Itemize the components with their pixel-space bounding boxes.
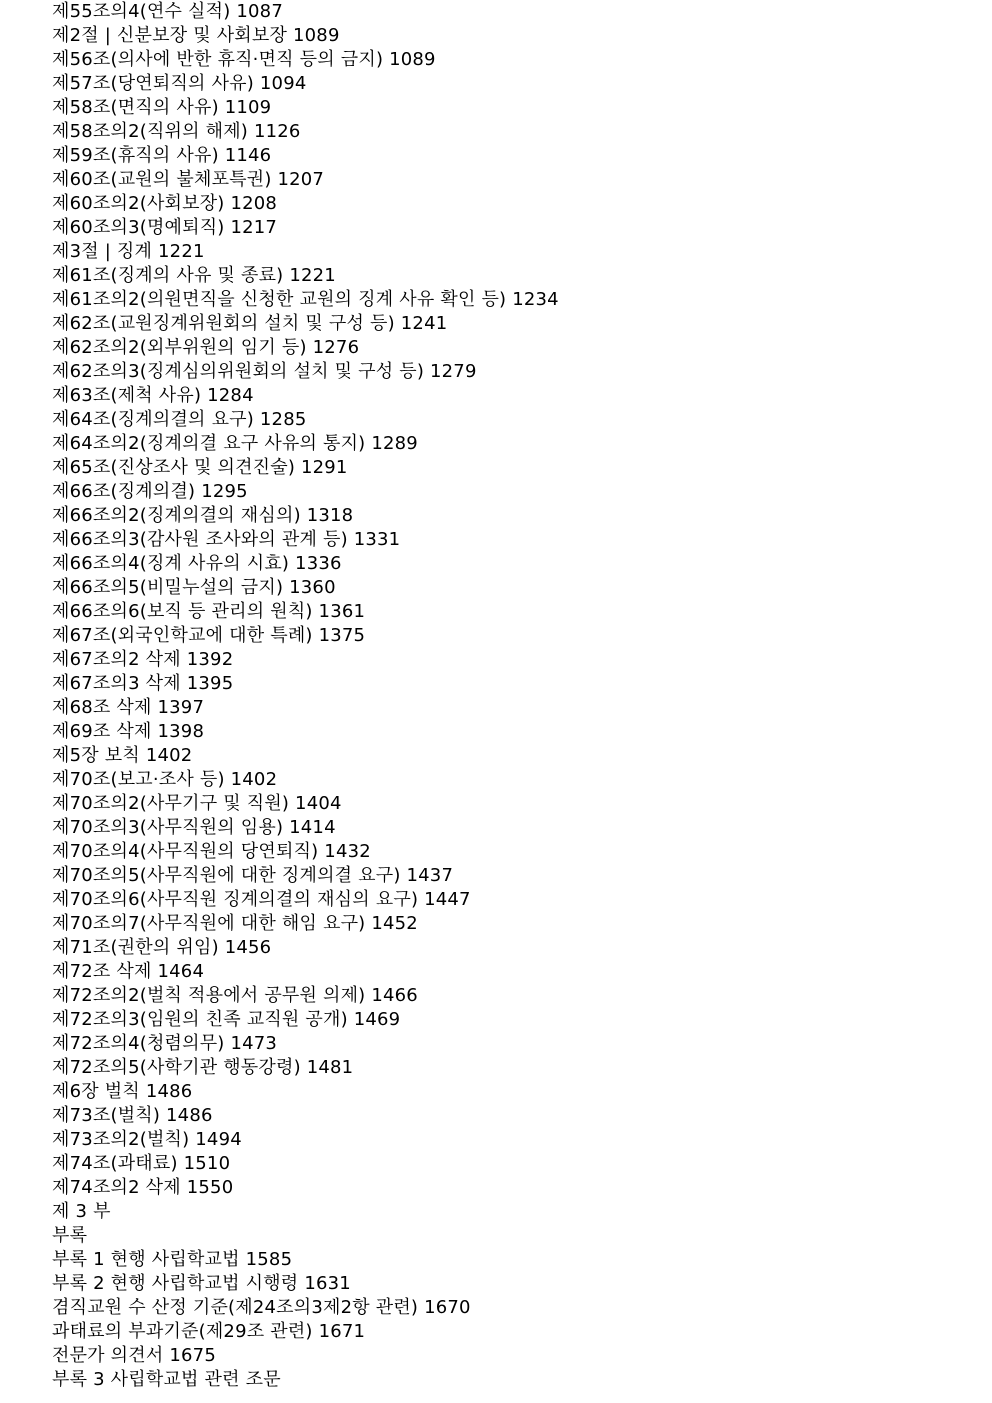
toc-entry: 제70조의2(사무기구 및 직원) 1404 (52, 793, 342, 814)
toc-entry: 제64조의2(징계의결 요구 사유의 통지) 1289 (52, 433, 418, 454)
toc-entry: 제73조(벌칙) 1486 (52, 1105, 213, 1126)
toc-entry: 제60조(교원의 불체포특권) 1207 (52, 169, 325, 190)
toc-entry: 제61조(징계의 사유 및 종료) 1221 (52, 265, 336, 286)
toc-entry: 제66조의6(보직 등 관리의 원칙) 1361 (52, 601, 366, 622)
toc-entry: 제59조(휴직의 사유) 1146 (52, 145, 272, 166)
toc-entry: 과태료의 부과기준(제29조 관련) 1671 (52, 1321, 366, 1342)
toc-entry: 제64조(징계의결의 요구) 1285 (52, 409, 307, 430)
toc-entry: 겸직교원 수 산정 기준(제24조의3제2항 관련) 1670 (52, 1297, 471, 1318)
toc-entry: 제56조(의사에 반한 휴직·면직 등의 금지) 1089 (52, 49, 436, 70)
toc-entry: 부록 2 현행 사립학교법 시행령 1631 (52, 1273, 351, 1294)
toc-entry: 제63조(제척 사유) 1284 (52, 385, 254, 406)
toc-entry: 제73조의2(벌칙) 1494 (52, 1129, 242, 1150)
toc-entry: 제72조의3(임원의 친족 교직원 공개) 1469 (52, 1009, 401, 1030)
toc-entry: 제 3 부 (52, 1201, 111, 1222)
toc-entry: 제62조의2(외부위원의 임기 등) 1276 (52, 337, 360, 358)
toc-entry: 제70조의6(사무직원 징계의결의 재심의 요구) 1447 (52, 889, 471, 910)
toc-entry: 제66조의3(감사원 조사와의 관계 등) 1331 (52, 529, 401, 550)
toc-entry: 제67조의3 삭제 1395 (52, 673, 234, 694)
toc-entry: 부록 1 현행 사립학교법 1585 (52, 1249, 293, 1270)
toc-entry: 제66조의5(비밀누설의 금지) 1360 (52, 577, 336, 598)
toc-entry: 제66조의2(징계의결의 재심의) 1318 (52, 505, 354, 526)
toc-entry: 제66조의4(징계 사유의 시효) 1336 (52, 553, 342, 574)
toc-entry: 부록 (52, 1225, 88, 1246)
toc-entry: 제70조의5(사무직원에 대한 징계의결 요구) 1437 (52, 865, 454, 886)
toc-entry: 제62조의3(징계심의위원회의 설치 및 구성 등) 1279 (52, 361, 477, 382)
toc-entry: 전문가 의견서 1675 (52, 1345, 216, 1366)
toc-entry: 제72조의4(청렴의무) 1473 (52, 1033, 278, 1054)
toc-entry: 제67조(외국인학교에 대한 특례) 1375 (52, 625, 366, 646)
table-of-contents (52, 0, 559, 1392)
toc-entry: 제66조(징계의결) 1295 (52, 481, 248, 502)
toc-entry: 제3절 | 징계 1221 (52, 241, 205, 262)
toc-entry: 제58조(면직의 사유) 1109 (52, 97, 272, 118)
toc-entry: 제72조의5(사학기관 행동강령) 1481 (52, 1057, 354, 1078)
toc-entry: 제70조의3(사무직원의 임용) 1414 (52, 817, 336, 838)
toc-entry: 제60조의3(명예퇴직) 1217 (52, 217, 278, 238)
toc-entry: 제65조(진상조사 및 의견진술) 1291 (52, 457, 348, 478)
toc-entry: 제55조의4(연수 실적) 1087 (52, 1, 283, 22)
toc-entry: 제6장 벌칙 1486 (52, 1081, 193, 1102)
toc-entry: 제58조의2(직위의 해제) 1126 (52, 121, 301, 142)
toc-entry: 제74조의2 삭제 1550 (52, 1177, 234, 1198)
toc-entry: 제72조의2(벌칙 적용에서 공무원 의제) 1466 (52, 985, 418, 1006)
toc-entry: 제74조(과태료) 1510 (52, 1153, 231, 1174)
toc-entry: 제60조의2(사회보장) 1208 (52, 193, 278, 214)
toc-entry: 제69조 삭제 1398 (52, 721, 205, 742)
toc-entry: 제68조 삭제 1397 (52, 697, 205, 718)
toc-entry: 제70조의7(사무직원에 대한 해임 요구) 1452 (52, 913, 418, 934)
toc-entry: 제70조의4(사무직원의 당연퇴직) 1432 (52, 841, 371, 862)
toc-entry: 제57조(당연퇴직의 사유) 1094 (52, 73, 307, 94)
toc-entry: 제70조(보고·조사 등) 1402 (52, 769, 278, 790)
toc-entry: 부록 3 사립학교법 관련 조문 (52, 1369, 281, 1390)
toc-entry: 제5장 보칙 1402 (52, 745, 193, 766)
toc-entry: 제71조(권한의 위임) 1456 (52, 937, 272, 958)
toc-entry: 제67조의2 삭제 1392 (52, 649, 234, 670)
toc-entry: 제72조 삭제 1464 (52, 961, 205, 982)
toc-entry: 제62조(교원징계위원회의 설치 및 구성 등) 1241 (52, 313, 448, 334)
toc-entry: 제61조의2(의원면직을 신청한 교원의 징계 사유 확인 등) 1234 (52, 289, 559, 310)
toc-entry: 제2절 | 신분보장 및 사회보장 1089 (52, 25, 340, 46)
